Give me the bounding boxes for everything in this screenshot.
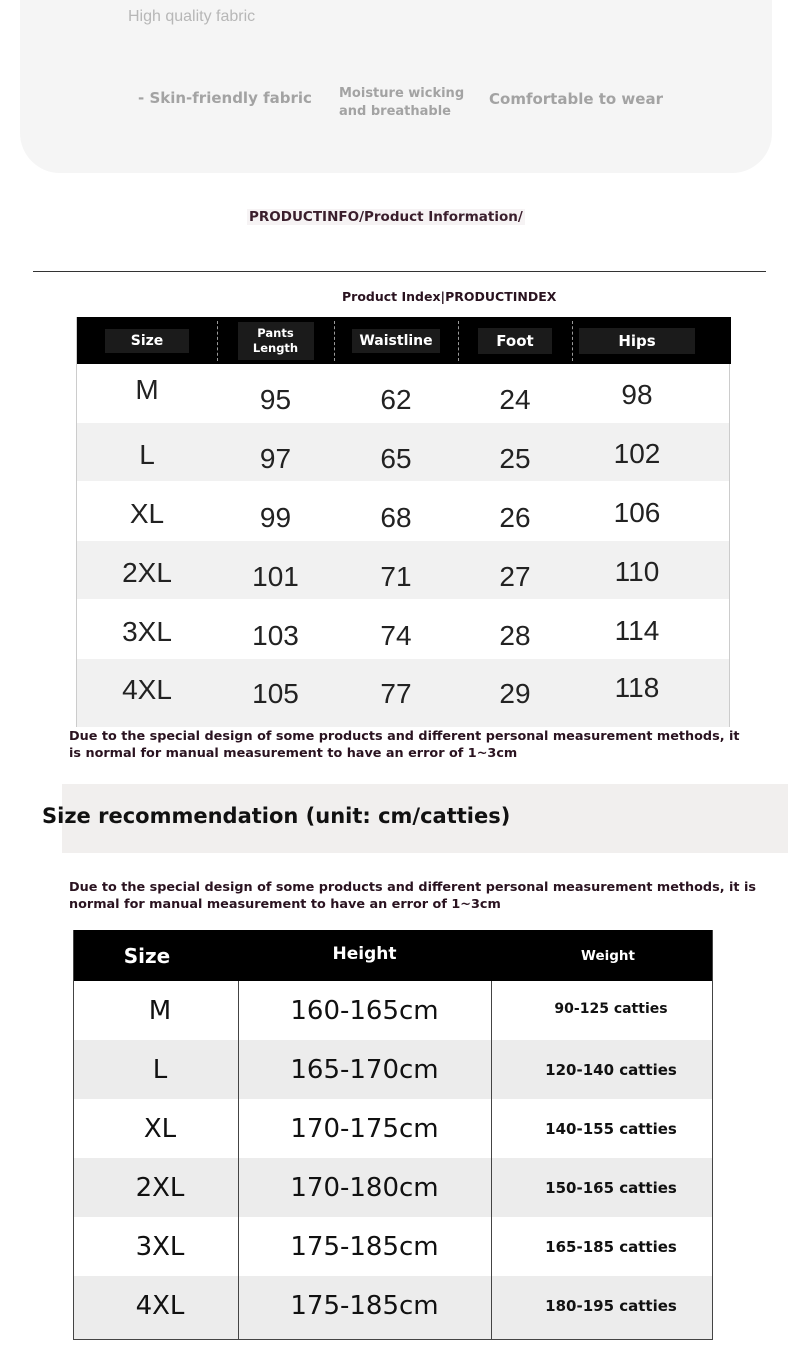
cell-pants-length: 97 <box>259 443 292 474</box>
table-row <box>74 1276 712 1339</box>
cell-waistline: 65 <box>380 443 412 474</box>
cell-foot: 25 <box>499 443 531 474</box>
cell-pants-length: 99 <box>259 502 292 533</box>
divider <box>33 271 766 272</box>
cell-size: L <box>152 1054 168 1085</box>
cell-waistline: 74 <box>380 620 412 651</box>
cell-hips: 110 <box>614 556 660 587</box>
table-row <box>74 1040 712 1099</box>
header-pants-length <box>217 317 334 364</box>
cell-size: 2XL <box>135 1172 185 1203</box>
cell-size: 3XL <box>135 1231 185 1262</box>
cell-size: 3XL <box>122 616 172 647</box>
recommendation-title: Size recommendation (unit: cm/catties) <box>42 804 511 828</box>
fabric-title: High quality fabric <box>128 8 256 25</box>
cell-hips: 106 <box>613 497 661 528</box>
cell-size: 4XL <box>135 1290 185 1321</box>
table-row <box>77 423 729 481</box>
recommendation-header <box>74 930 712 981</box>
cell-hips: 118 <box>614 672 660 703</box>
recommendation-note: Due to the special design of some products and different personal measurement methods, it is normal for manual measurement to have an error of 1~3cm <box>69 880 756 912</box>
cell-pants-length: 101 <box>252 561 299 592</box>
table-row <box>74 1099 712 1158</box>
cell-foot: 26 <box>499 502 531 533</box>
header-hips <box>572 317 702 364</box>
product-info-title: PRODUCTINFO/Product Information/ <box>249 209 523 225</box>
cell-size: M <box>135 374 159 405</box>
header-hips-label: Hips <box>579 328 695 354</box>
cell-size: L <box>139 439 155 470</box>
cell-pants-length: 95 <box>259 384 292 415</box>
header-waistline <box>334 317 458 364</box>
cell-size: 2XL <box>122 557 172 588</box>
header-foot-label: Foot <box>478 328 552 354</box>
cell-height: 170-180cm <box>290 1172 439 1203</box>
table-row <box>77 364 729 422</box>
header-size <box>77 317 217 364</box>
cell-size: 4XL <box>122 674 172 705</box>
feature-moisture-wicking: Moisture wicking and breathable <box>339 86 465 119</box>
header-foot <box>458 317 572 364</box>
cell-size: XL <box>143 1113 177 1144</box>
cell-hips: 114 <box>614 615 660 646</box>
cell-height: 170-175cm <box>290 1113 439 1144</box>
cell-weight: 165-185 catties <box>545 1237 677 1256</box>
cell-weight: 120-140 catties <box>545 1060 677 1079</box>
cell-height: 165-170cm <box>290 1054 439 1085</box>
cell-hips: 98 <box>621 379 653 410</box>
cell-foot: 24 <box>499 384 531 415</box>
cell-height: 175-185cm <box>290 1290 439 1321</box>
cell-pants-length: 103 <box>252 620 299 651</box>
cell-pants-length: 105 <box>252 678 299 709</box>
table-row <box>74 1217 712 1276</box>
cell-hips: 102 <box>613 438 661 469</box>
cell-height: 175-185cm <box>290 1231 439 1262</box>
column-divider <box>491 981 492 1339</box>
header-pants-length-label: Pants Length <box>238 322 314 360</box>
cell-height: 160-165cm <box>290 995 439 1026</box>
header-size-label: Size <box>105 329 189 353</box>
header-size: Size <box>123 943 171 968</box>
cell-weight: 90-125 catties <box>554 1000 668 1017</box>
cell-foot: 27 <box>499 561 531 592</box>
cell-weight: 140-155 catties <box>545 1119 677 1138</box>
cell-waistline: 62 <box>380 384 412 415</box>
header-weight: Weight <box>581 947 635 964</box>
cell-foot: 29 <box>499 678 531 709</box>
header-height: Height <box>332 943 397 964</box>
cell-waistline: 77 <box>380 678 412 709</box>
product-index-header <box>77 317 731 364</box>
size-recommendation-table <box>73 930 713 1340</box>
feature-skin-friendly: - Skin-friendly fabric <box>138 89 312 107</box>
table-row <box>77 600 729 658</box>
cell-size: XL <box>129 498 165 529</box>
cell-foot: 28 <box>499 620 531 651</box>
cell-weight: 150-165 catties <box>545 1178 677 1197</box>
feature-comfortable: Comfortable to wear <box>489 90 663 108</box>
column-divider <box>238 981 239 1339</box>
cell-weight: 180-195 catties <box>545 1296 677 1315</box>
table-row <box>77 541 729 599</box>
table-row <box>77 482 729 540</box>
table-row <box>74 1158 712 1217</box>
product-index-title: Product Index|PRODUCTINDEX <box>342 289 557 304</box>
cell-waistline: 71 <box>380 561 412 592</box>
table-row <box>74 981 712 1040</box>
measurement-note: Due to the special design of some products and different personal measurement methods, it is normal for manual measurement to have an error of 1~3cm <box>69 729 740 761</box>
header-waistline-label: Waistline <box>352 329 440 353</box>
product-index-table <box>76 317 730 727</box>
cell-size: M <box>148 995 172 1026</box>
table-row <box>77 659 729 727</box>
cell-waistline: 68 <box>380 502 412 533</box>
